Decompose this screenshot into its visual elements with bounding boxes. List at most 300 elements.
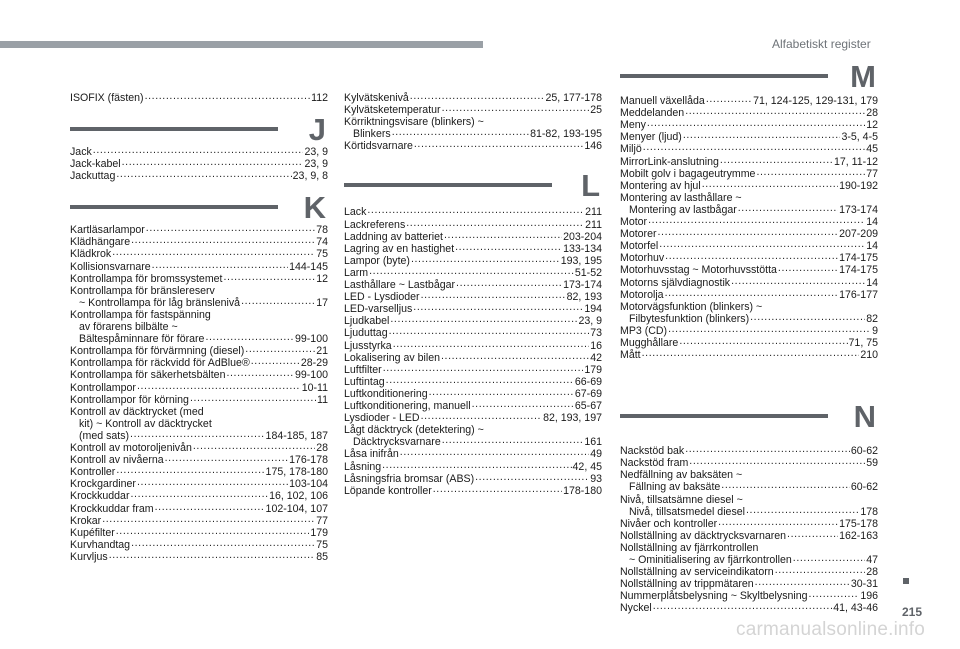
entry-pages: 12: [866, 119, 878, 132]
entry-term: Körriktningsvisare (blinkers) ~: [344, 116, 484, 129]
entry-term: Lackreferens: [344, 218, 406, 231]
entry-pages: 175-178: [839, 517, 878, 530]
dot-leader: [155, 501, 265, 513]
entry-pages: 9: [872, 324, 878, 337]
dot-leader: [442, 434, 584, 446]
entry-pages: 194: [584, 303, 602, 316]
entry-pages: 47: [866, 554, 878, 566]
dot-leader: [679, 335, 847, 347]
entry-term: Miljö: [620, 143, 642, 156]
entry-term: Montering av hjul: [620, 179, 701, 192]
dot-leader: [400, 446, 589, 458]
entry-term: Ljudkabel: [344, 315, 390, 328]
entry-pages: 99-100: [295, 369, 328, 382]
entry-pages: 176-178: [289, 454, 328, 467]
index-entry: [620, 602, 878, 614]
dot-leader: [411, 253, 560, 265]
entry-term: Nollställning av trippmätaren: [620, 578, 754, 591]
dot-leader: [241, 295, 315, 307]
entry-term: Manuell växellåda: [620, 95, 705, 107]
dot-leader: [93, 144, 304, 156]
index-entry: [70, 273, 328, 285]
entry-pages: 16, 102, 106: [269, 490, 328, 503]
entry-term: Nivåer och kontroller: [620, 517, 718, 530]
entry-pages: 10-11: [301, 381, 328, 394]
entry-pages: 82, 193, 197: [543, 412, 602, 425]
entry-term: Kurvhandtag: [70, 538, 131, 551]
entry-term: Motorer: [620, 228, 657, 241]
entry-pages: 14: [866, 276, 878, 289]
dot-leader: [382, 459, 571, 471]
entry-pages: 99-100: [295, 333, 328, 346]
dot-leader: [190, 392, 316, 404]
section-header-n: [620, 399, 878, 435]
page-number: 215: [902, 605, 923, 619]
entry-pages: 81-82, 193-195: [530, 128, 602, 141]
dot-leader: [414, 138, 583, 150]
entry-pages: 23, 9: [304, 146, 328, 158]
entry-pages: 23, 9: [304, 158, 328, 171]
dot-leader: [455, 241, 562, 253]
dot-leader: [718, 516, 838, 528]
entry-term: Ljuduttag: [344, 327, 388, 340]
entry-term: Krockkuddar: [70, 490, 130, 503]
entry-pages: 51-52: [574, 266, 602, 279]
entry-term: Kylvätskenivå: [344, 92, 409, 104]
entry-term: Laddning av batteriet: [344, 230, 443, 243]
entry-pages: 3-5, 4-5: [841, 131, 878, 144]
index-entry: [620, 349, 878, 361]
dot-leader: [429, 386, 574, 398]
entry-term: Löpande kontroller: [344, 484, 432, 497]
entry-pages: 174-175: [839, 264, 878, 277]
dot-leader: [738, 202, 838, 214]
entry-pages: 178-180: [563, 484, 602, 497]
entry-pages: 173-174: [839, 203, 878, 216]
entry-term: Jack: [70, 146, 92, 158]
index-entry: [620, 518, 878, 530]
entry-term: Ljusstyrka: [344, 339, 392, 352]
entry-pages: 103-104: [289, 478, 328, 491]
index-entry: [70, 551, 328, 563]
entry-term: Fällning av baksäte: [629, 481, 721, 494]
dot-leader: [689, 455, 865, 467]
dot-leader: [251, 355, 300, 367]
entry-pages: 41, 43-46: [833, 602, 878, 615]
entry-term: Nivå, tillsatsmedel diesel: [629, 505, 745, 518]
index-entry: [620, 180, 878, 192]
entry-term: Luftkonditionering: [344, 387, 428, 400]
entry-term: Motorhuv: [620, 252, 665, 265]
dot-leader: [442, 102, 590, 114]
entry-term: Klädkrok: [70, 248, 112, 261]
dot-leader: [131, 234, 315, 246]
dot-leader: [410, 90, 545, 102]
section-rule: [620, 414, 828, 418]
dot-leader: [421, 410, 543, 422]
entry-term: Kylvätsketemperatur: [344, 104, 441, 117]
entry-term: Låsning: [344, 460, 382, 473]
dot-leader: [456, 277, 562, 289]
dot-leader: [386, 374, 574, 386]
dot-leader: [109, 549, 316, 561]
index-entry: [344, 485, 602, 497]
dot-leader: [145, 90, 311, 102]
index-entry: [70, 406, 328, 418]
dot-leader: [668, 323, 871, 335]
entry-pages: 78: [316, 224, 328, 237]
dot-leader: [659, 238, 865, 250]
dot-leader: [131, 537, 315, 549]
entry-pages: 74: [316, 236, 328, 249]
section-letter: J: [308, 112, 326, 147]
entry-term: Motorolja: [620, 288, 664, 301]
entry-pages: 75: [316, 248, 328, 261]
entry-pages: 174-175: [839, 252, 878, 265]
watermark: carmanualsonline.info: [736, 619, 926, 640]
entry-term: Kontrollampa för förvärmning (diesel): [70, 345, 245, 358]
entry-term: ~ Ominitialisering av fjärrkontrollen: [629, 554, 792, 566]
section-rule: [344, 183, 552, 187]
entry-pages: 42: [590, 351, 602, 364]
entry-term: Jack-kabel: [70, 158, 121, 171]
dot-leader: [685, 443, 850, 455]
dot-leader: [755, 576, 850, 588]
dot-leader: [421, 289, 566, 301]
dot-leader: [433, 483, 562, 495]
entry-term: Lokalisering av bilen: [344, 351, 440, 364]
dot-leader: [226, 367, 294, 379]
entry-pages: 178: [860, 505, 878, 518]
dot-leader: [775, 564, 866, 576]
dot-leader: [475, 471, 589, 483]
entry-term: Bältespåminnare för förare: [79, 333, 205, 346]
dot-leader: [137, 380, 301, 392]
index-entry: [344, 412, 602, 424]
section-letter: K: [303, 190, 326, 226]
entry-term: Kontrollampa för fastspänning: [70, 308, 211, 321]
entry-term: Lampor (byte): [344, 254, 410, 267]
dot-leader: [406, 217, 584, 229]
header-title: Alfabetiskt register: [772, 37, 871, 51]
dot-leader: [653, 600, 832, 612]
entry-pages: 23, 9: [578, 315, 602, 328]
entry-term: Motorvägsfunktion (blinkers) ~: [620, 300, 763, 313]
entry-term: Motor: [620, 216, 648, 228]
dot-leader: [647, 117, 865, 129]
index-entry: [620, 457, 878, 469]
entry-term: Blinkers: [353, 128, 391, 141]
dot-leader: [116, 168, 291, 180]
entry-pages: 190-192: [839, 179, 878, 192]
entry-pages: 161: [584, 436, 602, 449]
entry-pages: 176-177: [839, 288, 878, 301]
index-entry: [620, 252, 878, 264]
entry-pages: 77: [316, 514, 328, 527]
entry-pages: 42, 45: [572, 460, 602, 473]
dot-leader: [122, 156, 304, 168]
entry-term: Nummerplåtsbelysning ~ Skyltbelysning: [620, 590, 808, 603]
entry-term: Nollställning av fjärrkontrollen: [620, 541, 759, 554]
entry-pages: 21: [316, 345, 328, 358]
dot-leader: [472, 398, 574, 410]
entry-term: Krokar: [70, 514, 102, 527]
entry-term: Nackstöd bak: [620, 445, 685, 458]
entry-term: Nackstöd fram: [620, 457, 689, 470]
index-entry: [70, 170, 328, 182]
dot-leader: [746, 504, 859, 516]
entry-pages: 30-31: [850, 578, 878, 591]
entry-pages: 175, 178-180: [265, 466, 328, 479]
entry-term: Motorhuvsstag ~ Motorhuvsstötta: [620, 264, 777, 277]
index-entry: [70, 394, 328, 406]
dot-leader: [205, 331, 294, 343]
entry-term: MP3 (CD): [620, 324, 668, 337]
index-entry: [620, 481, 878, 493]
entry-pages: 203-204: [563, 230, 602, 243]
entry-pages: 17: [316, 296, 328, 309]
entry-term: Låsningsfria bromsar (ABS): [344, 472, 475, 485]
dot-leader: [390, 313, 577, 325]
dot-leader: [441, 350, 589, 362]
dot-leader: [392, 126, 529, 138]
entry-term: Jackuttag: [70, 170, 116, 183]
dot-leader: [413, 301, 583, 313]
entry-term: Meny: [620, 119, 646, 132]
entry-term: Kontrollampa för räckvidd för AdBlue®: [70, 357, 250, 370]
dot-leader: [683, 129, 841, 141]
entry-pages: 25: [590, 104, 602, 117]
index-entry: [620, 530, 878, 542]
entry-pages: 28: [316, 442, 328, 454]
dot-leader: [721, 479, 850, 491]
entry-pages: 71, 124-125, 129-131, 179: [753, 95, 878, 107]
entry-term: Motorfel: [620, 240, 659, 253]
entry-term: LED-varselljus: [344, 303, 413, 316]
entry-term: Kontroll av nivåerna: [70, 454, 164, 467]
entry-term: Kontroll av däcktrycket (med: [70, 405, 204, 418]
entry-term: Nollställning av serviceindikatorn: [620, 566, 774, 579]
index-entry: [70, 309, 328, 321]
entry-term: Mugghållare: [620, 337, 679, 349]
section-header-m: [620, 59, 878, 95]
dot-leader: [112, 246, 315, 258]
dot-leader: [137, 476, 288, 488]
dot-leader: [702, 178, 838, 190]
entry-term: Kollisionsvarnare: [70, 260, 151, 273]
dot-leader: [383, 362, 584, 374]
dot-leader: [102, 513, 315, 525]
entry-term: Lysdioder - LED: [344, 412, 420, 425]
entry-pages: 193, 195: [560, 254, 602, 267]
entry-term: Kupéfilter: [70, 526, 115, 539]
entry-term: Filbytesfunktion (blinkers): [629, 312, 750, 325]
corner-marker: [903, 578, 909, 584]
entry-term: Luftkonditionering, manuell: [344, 400, 471, 412]
entry-term: Nollställning av däcktrycksvarnaren: [620, 529, 787, 542]
entry-pages: 162-163: [839, 529, 878, 542]
entry-pages: 184-185, 187: [265, 429, 328, 442]
index-entry: [70, 297, 328, 309]
entry-term: Nedfällning av baksäten ~: [620, 469, 743, 482]
entry-term: Lågt däcktryck (detektering) ~: [344, 424, 484, 437]
dot-leader: [116, 525, 310, 537]
dot-leader: [130, 428, 265, 440]
entry-term: LED - Lysdioder: [344, 291, 420, 304]
entry-term: Däcktrycksvarnare: [353, 436, 441, 449]
dot-leader: [648, 214, 865, 226]
entry-term: Lack: [344, 206, 367, 219]
entry-pages: 49: [590, 448, 602, 461]
entry-term: Luftintag: [344, 375, 385, 388]
entry-term: Kontroller: [70, 466, 116, 479]
dot-leader: [756, 166, 865, 178]
dot-leader: [793, 552, 865, 564]
section-rule: [70, 127, 278, 131]
dot-leader: [706, 93, 752, 105]
entry-pages: 14: [866, 240, 878, 253]
entry-pages: 60-62: [850, 481, 878, 494]
entry-term: MirrorLink-anslutning: [620, 155, 719, 168]
entry-pages: 28: [866, 107, 878, 120]
entry-term: Menyer (ljud): [620, 131, 682, 144]
entry-pages: 65-67: [574, 400, 602, 412]
entry-term: Kartläsarlampor: [70, 224, 145, 237]
entry-term: av förarens bilbälte ~: [79, 321, 178, 333]
entry-pages: 28: [866, 566, 878, 579]
entry-term: (med sats): [79, 429, 130, 442]
dot-leader: [193, 440, 315, 452]
entry-term: ISOFIX (fästen): [70, 92, 144, 104]
dot-leader: [224, 271, 316, 283]
top-header-bar: [0, 41, 483, 48]
entry-pages: 144-145: [289, 260, 328, 273]
entry-term: Montering av lastbågar: [629, 203, 737, 216]
entry-term: Körtidsvarnare: [344, 140, 413, 153]
dot-leader: [393, 338, 590, 350]
entry-pages: 102-104, 107: [265, 502, 328, 515]
dot-leader: [731, 275, 865, 287]
section-rule: [70, 205, 278, 209]
section-letter: N: [853, 399, 876, 435]
entry-term: Nyckel: [620, 602, 652, 615]
entry-term: Larm: [344, 266, 369, 279]
entry-term: Nivå, tillsatsämne diesel ~: [620, 493, 743, 506]
entry-pages: 23, 9, 8: [292, 170, 328, 183]
entry-pages: 82, 193: [566, 291, 602, 304]
section-letter: M: [850, 59, 876, 94]
dot-leader: [643, 141, 865, 153]
entry-term: Kontrollampa för bromssystemet: [70, 272, 223, 285]
entry-pages: 66-69: [574, 375, 602, 388]
dot-leader: [165, 452, 288, 464]
section-rule: [620, 74, 828, 78]
entry-pages: 179: [584, 363, 602, 376]
entry-pages: 60-62: [850, 445, 878, 458]
dot-leader: [444, 229, 562, 241]
entry-term: Klädhängare: [70, 236, 131, 249]
entry-pages: 85: [316, 550, 328, 563]
dot-leader: [665, 250, 838, 262]
entry-term: ~ Kontrollampa för låg bränslenivå: [79, 296, 241, 309]
dot-leader: [146, 222, 315, 234]
entry-pages: 28-29: [300, 357, 328, 370]
entry-term: Lasthållare ~ Lastbågar: [344, 279, 456, 291]
section-header-l: [344, 168, 602, 204]
index-entry: [70, 92, 328, 104]
dot-leader: [130, 488, 268, 500]
entry-term: Mått: [620, 349, 641, 362]
dot-leader: [787, 528, 838, 540]
entry-term: Meddelanden: [620, 107, 685, 120]
dot-leader: [369, 265, 574, 277]
entry-pages: 25, 177-178: [545, 92, 602, 104]
entry-term: Kontrollampor för körning: [70, 393, 189, 406]
entry-pages: 16: [590, 339, 602, 352]
entry-pages: 17, 11-12: [834, 155, 878, 168]
entry-pages: 112: [311, 92, 328, 104]
entry-pages: 82: [866, 312, 878, 325]
entry-pages: 146: [584, 140, 602, 153]
entry-pages: 173-174: [563, 279, 602, 291]
entry-pages: 45: [866, 143, 878, 156]
dot-leader: [665, 287, 839, 299]
entry-pages: 59: [866, 457, 878, 470]
dot-leader: [389, 325, 590, 337]
entry-term: Kurvljus: [70, 550, 108, 563]
entry-term: Låsa inifrån: [344, 448, 399, 461]
entry-pages: 207-209: [839, 228, 878, 241]
entry-term: kit) ~ Kontroll av däcktrycket: [79, 417, 212, 430]
dot-leader: [720, 154, 833, 166]
dot-leader: [658, 226, 839, 238]
section-letter: L: [581, 168, 600, 204]
entry-term: Krockgardiner: [70, 478, 136, 491]
dot-leader: [116, 464, 264, 476]
dot-leader: [750, 311, 865, 323]
entry-pages: 77: [866, 167, 878, 180]
entry-pages: 12: [316, 272, 328, 285]
dot-leader: [778, 262, 838, 274]
entry-term: Krockkuddar fram: [70, 502, 154, 515]
entry-pages: 67-69: [574, 387, 602, 400]
entry-term: Kontrollampa för säkerhetsbälten: [70, 369, 226, 382]
entry-term: Luftfilter: [344, 363, 382, 376]
index-entry: [344, 104, 602, 116]
entry-pages: 133-134: [563, 242, 602, 255]
entry-pages: 75: [316, 538, 328, 551]
entry-pages: 11: [317, 393, 328, 406]
entry-pages: 73: [590, 327, 602, 340]
dot-leader: [642, 347, 860, 359]
entry-pages: 211: [585, 218, 602, 231]
entry-pages: 71, 75: [848, 337, 878, 349]
dot-leader: [367, 204, 584, 216]
index-entry: [344, 140, 602, 152]
index-entry: [620, 289, 878, 301]
dot-leader: [152, 259, 288, 271]
dot-leader: [809, 588, 860, 600]
entry-pages: 179: [310, 526, 328, 539]
entry-term: Kontrollampor: [70, 381, 136, 394]
entry-term: Motorns självdiagnostik: [620, 276, 731, 289]
entry-term: Kontroll av motoroljenivån: [70, 442, 192, 454]
entry-term: Lagring av en hastighet: [344, 242, 455, 255]
entry-term: Mobilt golv i bagageutrymme: [620, 167, 756, 180]
entry-pages: 211: [585, 206, 602, 219]
entry-pages: 93: [590, 472, 602, 485]
entry-term: Kontrollampa för bränslereserv: [70, 284, 215, 297]
